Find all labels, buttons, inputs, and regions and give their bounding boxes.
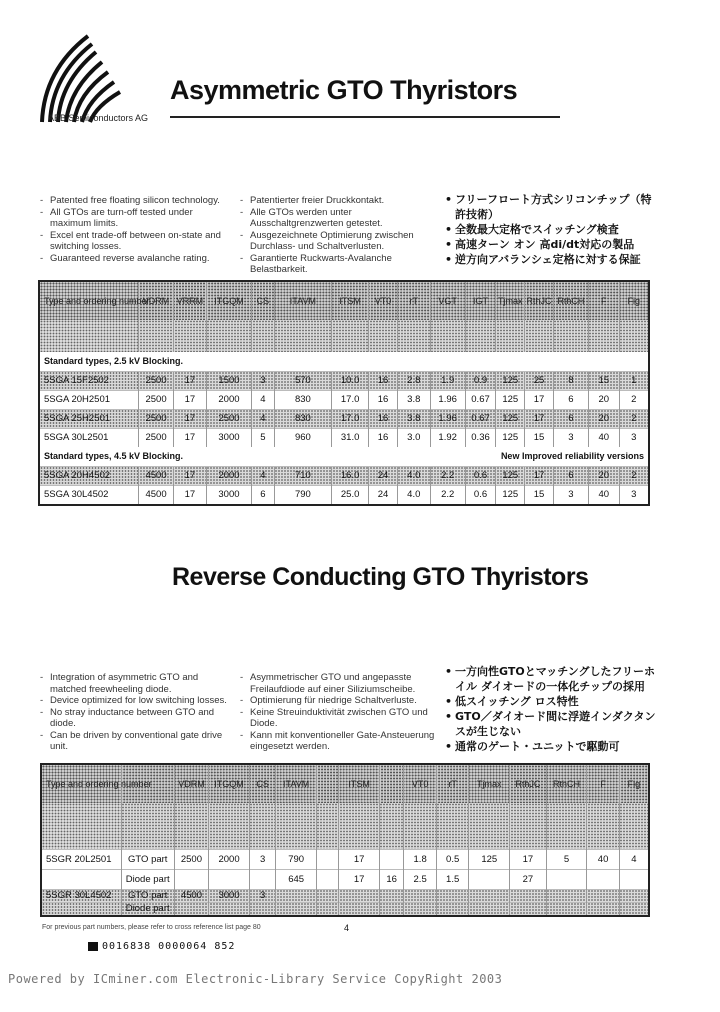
table-cell: Tjmax bbox=[469, 765, 510, 803]
section-row bbox=[40, 352, 648, 371]
table-cell: 2.8 bbox=[397, 371, 430, 390]
table-cell bbox=[209, 869, 250, 889]
shade-cell bbox=[553, 320, 588, 352]
feature-item: - Alle GTOs werden unter Ausschaltgrenzwerten getestet. bbox=[240, 207, 430, 230]
table-cell bbox=[209, 902, 250, 915]
table-cell: 20 bbox=[588, 409, 619, 428]
table-cell bbox=[339, 889, 380, 902]
table-cell bbox=[339, 902, 380, 915]
table-cell: 16 bbox=[369, 371, 398, 390]
barcode-line bbox=[88, 941, 235, 952]
feature-item: • 逆方向アバランシェ定格に対する保証 bbox=[445, 252, 660, 267]
feature-item: • フリーフロート方式シリコンチップ（特許技術） bbox=[445, 192, 660, 222]
features-jp-1 bbox=[445, 192, 660, 267]
table-cell: 2500 bbox=[206, 409, 251, 428]
table-cell bbox=[546, 902, 587, 915]
table-cell: 1.9 bbox=[430, 371, 465, 390]
table-cell bbox=[316, 889, 338, 902]
table-row bbox=[42, 869, 648, 889]
table-cell: 5SGA 15F2502 bbox=[40, 371, 139, 390]
table-cell bbox=[276, 889, 317, 902]
table-cell: rT bbox=[436, 765, 469, 803]
table-cell bbox=[174, 869, 209, 889]
table-cell: 17 bbox=[174, 409, 207, 428]
feature-item: - Device optimized for low switching losses. bbox=[40, 695, 230, 707]
shade-cell bbox=[174, 803, 209, 849]
abb-logo-arcs bbox=[30, 30, 180, 125]
table-cell: 1.8 bbox=[404, 849, 437, 869]
table-cell: 790 bbox=[276, 849, 317, 869]
table-cell: ITAVM bbox=[274, 282, 332, 320]
table-cell bbox=[316, 902, 338, 915]
features-de-1 bbox=[240, 195, 430, 276]
section1-title: Asymmetric GTO Thyristors bbox=[170, 75, 518, 105]
table-cell: 3000 bbox=[206, 428, 251, 447]
table-cell: ITGQM bbox=[209, 765, 250, 803]
feature-item: - Guaranteed reverse avalanche rating. bbox=[40, 253, 230, 265]
table-cell: 17 bbox=[510, 849, 547, 869]
table-cell bbox=[436, 902, 469, 915]
table-cell: 4.0 bbox=[397, 466, 430, 485]
table-cell: VT0 bbox=[404, 765, 437, 803]
table-cell bbox=[469, 902, 510, 915]
shade-cell bbox=[252, 320, 275, 352]
table-cell: 3.8 bbox=[397, 390, 430, 409]
shade-cell bbox=[379, 803, 403, 849]
table-cell bbox=[510, 889, 547, 902]
shade-cell bbox=[369, 320, 398, 352]
table-cell: F bbox=[587, 765, 620, 803]
feature-item: - Keine Streuinduktivität zwischen GTO und Diode. bbox=[240, 707, 435, 730]
table-cell: 1.96 bbox=[430, 409, 465, 428]
table-cell: 16 bbox=[369, 390, 398, 409]
table-cell bbox=[379, 849, 403, 869]
table-cell: ITAVM bbox=[276, 765, 317, 803]
table-cell bbox=[404, 902, 437, 915]
table-cell: 3 bbox=[252, 371, 275, 390]
feature-item: - Asymmetrischer GTO und angepasste Freilaufdiode auf einer Siliziumscheibe. bbox=[240, 672, 435, 695]
table-cell bbox=[619, 902, 648, 915]
table-cell: 125 bbox=[496, 409, 525, 428]
table-cell: Type and ordering number bbox=[46, 779, 152, 789]
table-row bbox=[40, 371, 648, 390]
table-cell: 6 bbox=[553, 390, 588, 409]
table-cell bbox=[619, 889, 648, 902]
table-cell bbox=[316, 869, 338, 889]
table-cell: 17.0 bbox=[332, 409, 369, 428]
feature-item: • 一方向性GTOとマッチングしたフリーホイル ダイオードの一体化チップの採用 bbox=[445, 664, 660, 694]
table-cell: 1.5 bbox=[436, 869, 469, 889]
table-cell: 0.36 bbox=[465, 428, 496, 447]
table-header-row bbox=[40, 282, 648, 320]
table-cell: 8 bbox=[553, 371, 588, 390]
table-cell: 2500 bbox=[139, 409, 174, 428]
table-cell: GTO part bbox=[121, 889, 174, 902]
shade-cell bbox=[619, 320, 648, 352]
table-cell bbox=[436, 889, 469, 902]
table-cell: 0.67 bbox=[465, 390, 496, 409]
table-cell: Diode part bbox=[121, 902, 174, 915]
table-cell: 16 bbox=[369, 428, 398, 447]
table-cell: RthCH bbox=[546, 765, 587, 803]
table-cell: 3.0 bbox=[397, 428, 430, 447]
table-cell: VT0 bbox=[369, 282, 398, 320]
section-label: Standard types, 2.5 kV Blocking. bbox=[40, 352, 648, 371]
section2-title: Reverse Conducting GTO Thyristors bbox=[172, 563, 589, 591]
table-cell: 17 bbox=[174, 371, 207, 390]
table-cell: 2500 bbox=[174, 849, 209, 869]
table-cell: 3 bbox=[553, 485, 588, 504]
shade-cell bbox=[42, 803, 121, 849]
table-cell: CS bbox=[252, 282, 275, 320]
table-cell bbox=[379, 765, 403, 803]
table-cell: 0.6 bbox=[465, 485, 496, 504]
table-cell bbox=[316, 765, 338, 803]
table-cell: 125 bbox=[469, 849, 510, 869]
table-header-row bbox=[42, 765, 648, 803]
feature-item: - No stray inductance between GTO and diode. bbox=[40, 707, 230, 730]
table-cell bbox=[316, 849, 338, 869]
table-cell: 27 bbox=[510, 869, 547, 889]
table-cell: 3 bbox=[553, 428, 588, 447]
table-cell: 17 bbox=[339, 849, 380, 869]
table-cell bbox=[546, 889, 587, 902]
feature-item: - Garantierte Ruckwarts-Avalanche Belastbarkeit. bbox=[240, 253, 430, 276]
table-cell: 4500 bbox=[139, 485, 174, 504]
table-cell bbox=[174, 902, 209, 915]
shade-cell bbox=[525, 320, 554, 352]
table-cell: 125 bbox=[496, 428, 525, 447]
table-cell: 6 bbox=[553, 466, 588, 485]
table-cell: 17 bbox=[174, 390, 207, 409]
shade-cell bbox=[339, 803, 380, 849]
table-cell: 31.0 bbox=[332, 428, 369, 447]
feature-item: - Excel ent trade-off between on-state and switching losses. bbox=[40, 230, 230, 253]
table-cell: 2000 bbox=[209, 849, 250, 869]
table-cell: 4500 bbox=[174, 889, 209, 902]
section-label: Standard types, 4.5 kV Blocking. bbox=[40, 447, 397, 466]
gto-table bbox=[38, 280, 650, 506]
table-cell: 40 bbox=[588, 485, 619, 504]
table-cell: 5SGR 30L4502 bbox=[42, 889, 121, 902]
table-cell: RthCH bbox=[553, 282, 588, 320]
table-cell: 2.2 bbox=[430, 466, 465, 485]
table-cell: VRRM bbox=[174, 282, 207, 320]
shade-cell bbox=[430, 320, 465, 352]
table-cell: GTO part bbox=[121, 849, 174, 869]
table-cell bbox=[379, 902, 403, 915]
table-cell bbox=[42, 902, 121, 915]
shade-cell bbox=[465, 320, 496, 352]
table-cell: 15 bbox=[525, 428, 554, 447]
section-row bbox=[40, 447, 648, 466]
table-cell: ITGQM bbox=[206, 282, 251, 320]
table-cell: 5SGA 30L4502 bbox=[40, 485, 139, 504]
barcode-block-icon bbox=[88, 942, 98, 951]
table-row bbox=[42, 902, 648, 915]
table-row bbox=[40, 409, 648, 428]
shade-cell bbox=[276, 803, 317, 849]
table-cell: 5 bbox=[252, 428, 275, 447]
table-cell bbox=[587, 889, 620, 902]
table-cell: 2500 bbox=[139, 371, 174, 390]
table-cell: rT bbox=[397, 282, 430, 320]
table-cell: Fig bbox=[619, 282, 648, 320]
table-cell: 0.6 bbox=[465, 466, 496, 485]
table-cell: VDRM bbox=[139, 282, 174, 320]
table-cell: 4500 bbox=[139, 466, 174, 485]
table-cell: 5 bbox=[546, 849, 587, 869]
feature-item: - Kann mit konventioneller Gate-Ansteuerung eingesetzt werden. bbox=[240, 730, 435, 753]
table-cell bbox=[546, 869, 587, 889]
table-cell: F bbox=[588, 282, 619, 320]
table-cell: 10.0 bbox=[332, 371, 369, 390]
shade-cell bbox=[397, 320, 430, 352]
table-row bbox=[40, 428, 648, 447]
shade-cell bbox=[249, 803, 275, 849]
powered-by-line: Powered by ICminer.com Electronic-Library Service CopyRight 2003 bbox=[8, 972, 503, 986]
feature-item: - All GTOs are turn-off tested under maximum limits. bbox=[40, 207, 230, 230]
table-cell: 24 bbox=[369, 485, 398, 504]
table-cell: 20 bbox=[588, 466, 619, 485]
feature-item: - Can be driven by conventional gate drive unit. bbox=[40, 730, 230, 753]
table-cell: 16.0 bbox=[332, 466, 369, 485]
cross-reference-note: For previous part numbers, please refer to cross reference list page 80 bbox=[42, 924, 261, 931]
feature-item: - Integration of asymmetric GTO and matched freewheeling diode. bbox=[40, 672, 230, 695]
table-cell: 2.2 bbox=[430, 485, 465, 504]
table-cell: 4 bbox=[252, 390, 275, 409]
table-cell: 17 bbox=[525, 390, 554, 409]
table-cell: 4.0 bbox=[397, 485, 430, 504]
table-cell bbox=[276, 902, 317, 915]
shade-cell bbox=[139, 320, 174, 352]
table-row bbox=[40, 485, 648, 504]
table-cell: 4 bbox=[252, 466, 275, 485]
shade-cell bbox=[174, 320, 207, 352]
table-cell: 2 bbox=[619, 466, 648, 485]
feature-item: - Optimierung für niedrige Schaltverluste. bbox=[240, 695, 435, 707]
table-cell: 2000 bbox=[206, 466, 251, 485]
features-de-2 bbox=[240, 672, 435, 753]
table-shade-row bbox=[42, 803, 648, 849]
feature-item: • 通常のゲート・ユニットで駆動可 bbox=[445, 739, 660, 754]
shade-cell bbox=[546, 803, 587, 849]
table-cell: 830 bbox=[274, 390, 332, 409]
table-cell: VDRM bbox=[174, 765, 209, 803]
table-cell: Type and ordering number bbox=[44, 296, 150, 306]
table-cell: 15 bbox=[525, 485, 554, 504]
shade-cell bbox=[316, 803, 338, 849]
table-cell: 710 bbox=[274, 466, 332, 485]
shade-cell bbox=[206, 320, 251, 352]
table-cell: 6 bbox=[553, 409, 588, 428]
table-cell: RthJC bbox=[510, 765, 547, 803]
feature-item: - Patentierter freier Druckkontakt. bbox=[240, 195, 430, 207]
table-cell: 16 bbox=[369, 409, 398, 428]
table-cell: 5SGA 20H2501 bbox=[40, 390, 139, 409]
table-cell: 1500 bbox=[206, 371, 251, 390]
table-cell: 40 bbox=[588, 428, 619, 447]
table-cell bbox=[469, 869, 510, 889]
table-cell: 125 bbox=[496, 485, 525, 504]
feature-item: • 低スイッチング ロス特性 bbox=[445, 694, 660, 709]
table-cell: 0.5 bbox=[436, 849, 469, 869]
table-cell: 17 bbox=[174, 466, 207, 485]
table-cell: IGT bbox=[465, 282, 496, 320]
table-cell: 790 bbox=[274, 485, 332, 504]
table-cell bbox=[404, 889, 437, 902]
shade-cell bbox=[121, 803, 174, 849]
table-cell: 20 bbox=[588, 390, 619, 409]
table-cell bbox=[379, 889, 403, 902]
table-cell: ITSM bbox=[332, 282, 369, 320]
table-cell: 17 bbox=[339, 869, 380, 889]
table-cell: 5SGA 20H4502 bbox=[40, 466, 139, 485]
feature-item: • GTO／ダイオード間に浮遊インダクタンスが生じない bbox=[445, 709, 660, 739]
table-cell: 3 bbox=[249, 889, 275, 902]
table-cell bbox=[249, 902, 275, 915]
table-cell: 1.96 bbox=[430, 390, 465, 409]
table-cell: 0.67 bbox=[465, 409, 496, 428]
table-cell: 3000 bbox=[209, 889, 250, 902]
table-cell: 2.5 bbox=[404, 869, 437, 889]
table-cell: 40 bbox=[587, 849, 620, 869]
table-cell bbox=[510, 902, 547, 915]
features-jp-2 bbox=[445, 664, 660, 754]
table-cell bbox=[42, 869, 121, 889]
table-row bbox=[40, 390, 648, 409]
table-cell: 1.92 bbox=[430, 428, 465, 447]
table-cell: 4 bbox=[619, 849, 648, 869]
table-cell: 3000 bbox=[206, 485, 251, 504]
table-cell: 25.0 bbox=[332, 485, 369, 504]
table-cell: Fig bbox=[619, 765, 648, 803]
shade-cell bbox=[436, 803, 469, 849]
table-cell: 6 bbox=[252, 485, 275, 504]
shade-cell bbox=[40, 320, 139, 352]
table-cell: 3 bbox=[619, 485, 648, 504]
barcode-text: 0016838 0000064 852 bbox=[102, 941, 236, 952]
feature-item: - Patented free floating silicon technology. bbox=[40, 195, 230, 207]
section-note: New Improved reliability versions bbox=[397, 447, 648, 466]
table-cell: 2 bbox=[619, 409, 648, 428]
table-cell: 17 bbox=[525, 466, 554, 485]
table-cell: VGT bbox=[430, 282, 465, 320]
company-name: ABB Semiconductors AG bbox=[48, 113, 149, 123]
page-number: 4 bbox=[344, 923, 350, 933]
title-rule bbox=[170, 116, 560, 118]
table-cell: Diode part bbox=[121, 869, 174, 889]
table-cell: 17 bbox=[174, 485, 207, 504]
shade-cell bbox=[496, 320, 525, 352]
table-cell: 5SGR 20L2501 bbox=[42, 849, 121, 869]
feature-item: • 高速ターン オン 高di/dt対応の製品 bbox=[445, 237, 660, 252]
table-cell bbox=[587, 869, 620, 889]
shade-cell bbox=[588, 320, 619, 352]
feature-item: - Ausgezeichnete Optimierung zwischen Durchlass- und Schaltverlusten. bbox=[240, 230, 430, 253]
table-cell: 3.8 bbox=[397, 409, 430, 428]
rc-gto-table bbox=[40, 763, 650, 917]
shade-cell bbox=[510, 803, 547, 849]
table-cell: 3 bbox=[249, 849, 275, 869]
table-cell: 570 bbox=[274, 371, 332, 390]
table-cell: 17.0 bbox=[332, 390, 369, 409]
table-cell: CS bbox=[249, 765, 275, 803]
shade-cell bbox=[469, 803, 510, 849]
shade-cell bbox=[619, 803, 648, 849]
table-cell: ITSM bbox=[339, 765, 380, 803]
table-cell: 645 bbox=[276, 869, 317, 889]
table-cell: 15 bbox=[588, 371, 619, 390]
table-cell: RthJC bbox=[525, 282, 554, 320]
table-cell bbox=[469, 889, 510, 902]
table-row bbox=[42, 849, 648, 869]
features-en-1 bbox=[40, 195, 230, 264]
table-cell bbox=[587, 902, 620, 915]
table-cell: 2500 bbox=[139, 390, 174, 409]
table-cell: 25 bbox=[525, 371, 554, 390]
table-cell: 125 bbox=[496, 371, 525, 390]
shade-cell bbox=[209, 803, 250, 849]
table-cell: 125 bbox=[496, 466, 525, 485]
table-row bbox=[42, 889, 648, 902]
table-cell: 5SGA 30L2501 bbox=[40, 428, 139, 447]
table-cell bbox=[249, 869, 275, 889]
features-en-2 bbox=[40, 672, 230, 753]
table-cell: 0.9 bbox=[465, 371, 496, 390]
shade-cell bbox=[587, 803, 620, 849]
table-cell: 2000 bbox=[206, 390, 251, 409]
table-cell: 125 bbox=[496, 390, 525, 409]
feature-item: • 全数最大定格でスイッチング検査 bbox=[445, 222, 660, 237]
table-cell: 16 bbox=[379, 869, 403, 889]
shade-cell bbox=[404, 803, 437, 849]
shade-cell bbox=[274, 320, 332, 352]
table-cell: 5SGA 25H2501 bbox=[40, 409, 139, 428]
table-row bbox=[40, 466, 648, 485]
table-cell: 1 bbox=[619, 371, 648, 390]
table-cell: Tjmax bbox=[496, 282, 525, 320]
table-cell: 4 bbox=[252, 409, 275, 428]
table-cell: 960 bbox=[274, 428, 332, 447]
table-cell bbox=[619, 869, 648, 889]
shade-cell bbox=[332, 320, 369, 352]
table-cell: 830 bbox=[274, 409, 332, 428]
table-cell: 17 bbox=[174, 428, 207, 447]
table-cell: 24 bbox=[369, 466, 398, 485]
table-cell: 2500 bbox=[139, 428, 174, 447]
table-cell: 2 bbox=[619, 390, 648, 409]
table-shade-row bbox=[40, 320, 648, 352]
table-cell: 3 bbox=[619, 428, 648, 447]
table-cell: 17 bbox=[525, 409, 554, 428]
